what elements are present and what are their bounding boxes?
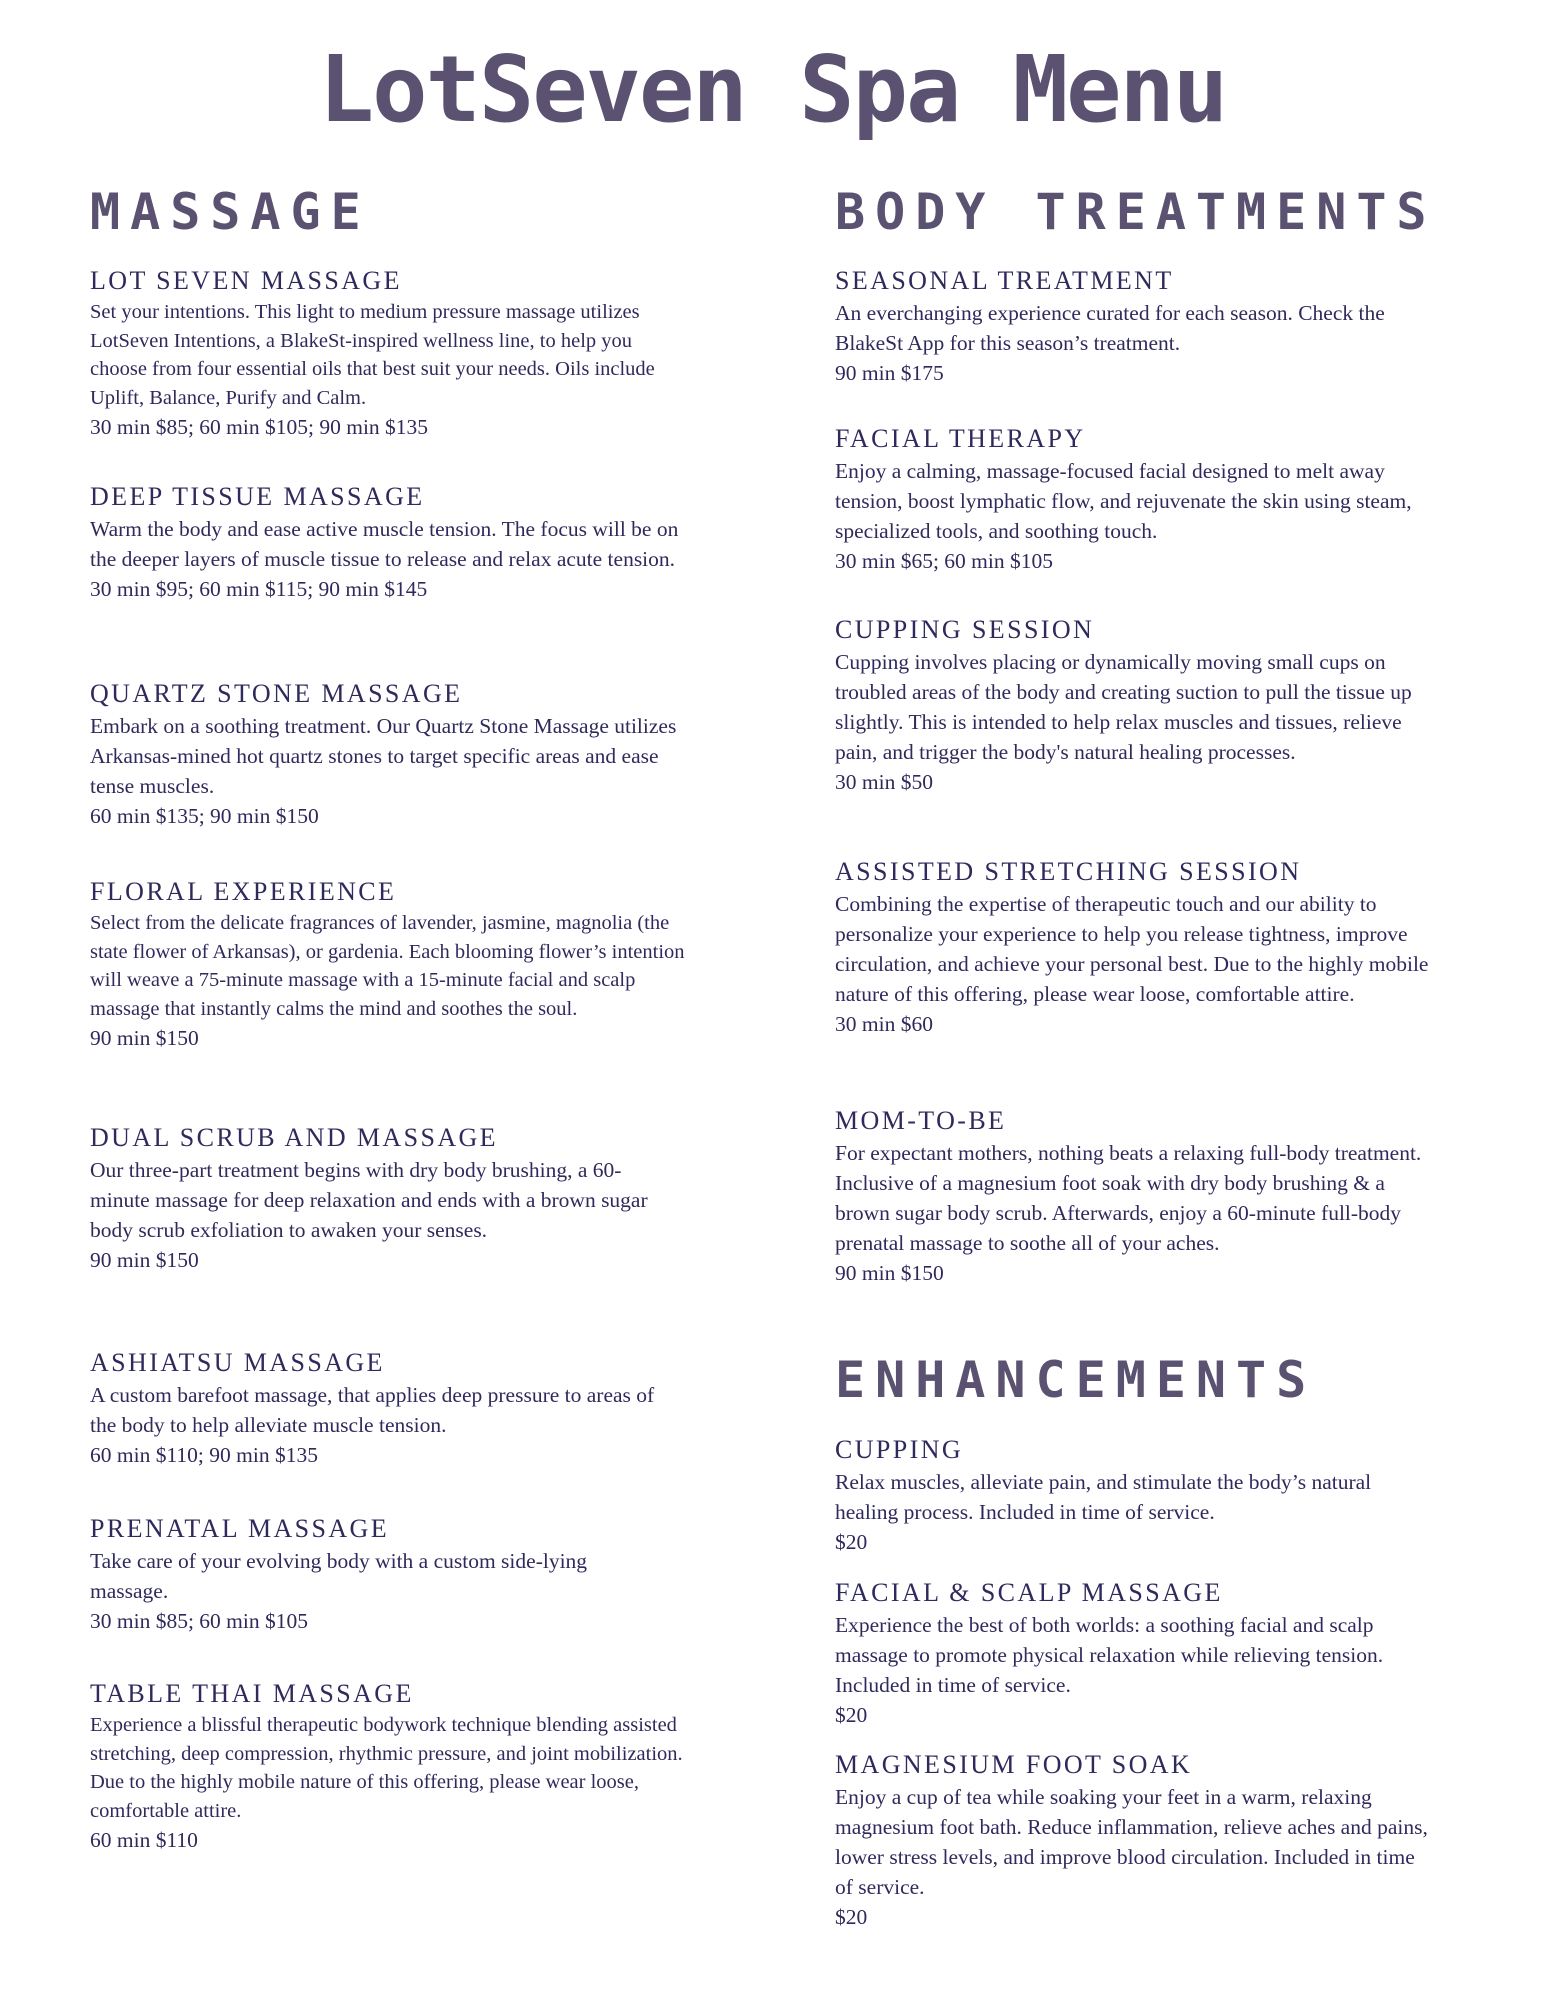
item-title: CUPPING — [835, 1435, 964, 1464]
item-title: ASSISTED STRETCHING SESSION — [835, 857, 1302, 886]
item-title: FACIAL & SCALP MASSAGE — [835, 1578, 1223, 1607]
menu-item-prenatal-massage — [90, 1514, 650, 1636]
menu-item-quartz-stone-massage — [90, 679, 680, 831]
item-description: Cupping involves placing or dynamically moving small cups on troubled areas of the body and creating suction to pull the tissue up slightly. This is intended to help relax muscles and tissues, relieve pain, and trigger the body's natural healing processes. — [835, 650, 1412, 764]
item-description: Combining the expertise of therapeutic touch and our ability to personalize your experience to help you release tightness, improve circulation, and achieve your personal best. Due to the highly mobile nature of this offering, please wear loose, comfortable attire. — [835, 892, 1429, 1006]
item-title: ASHIATSU MASSAGE — [90, 1348, 385, 1377]
item-price: $20 — [835, 1530, 868, 1554]
item-description: Enjoy a calming, massage-focused facial designed to melt away tension, boost lymphatic flow, and rejuvenate the skin using steam, specialized tools, and soothing touch. — [835, 459, 1412, 543]
menu-item-deep-tissue-massage — [90, 482, 690, 604]
menu-item-seasonal-treatment — [835, 266, 1435, 388]
page-title: LotSeven Spa Menu — [318, 36, 1227, 143]
item-price: 30 min $95; 60 min $115; 90 min $145 — [90, 577, 428, 601]
item-description: Enjoy a cup of tea while soaking your feet in a warm, relaxing magnesium foot bath. Reduce inflammation, relieve aches and pains, lower stress levels, and improve blood circulation. Included in time of service. — [835, 1785, 1428, 1899]
menu-item-table-thai-massage — [90, 1679, 690, 1855]
item-title: PRENATAL MASSAGE — [90, 1514, 389, 1543]
item-title: MOM-TO-BE — [835, 1106, 1007, 1135]
item-description: Our three-part treatment begins with dry body brushing, a 60-minute massage for deep relaxation and ends with a brown sugar body scrub exfoliation to awaken your senses. — [90, 1158, 648, 1242]
item-description: Select from the delicate fragrances of lavender, jasmine, magnolia (the state flower of Arkansas), or gardenia. Each blooming flower’s intention will weave a 75-minute massage with a 15-minute facial and scalp massage that instantly calms the mind and soothes the soul. — [90, 912, 685, 1020]
item-title: DUAL SCRUB AND MASSAGE — [90, 1123, 498, 1152]
item-description: Experience the best of both worlds: a soothing facial and scalp massage to promote physical relaxation while relieving tension. Included in time of service. — [835, 1613, 1384, 1697]
menu-item-mom-to-be — [835, 1106, 1435, 1288]
item-price: 90 min $150 — [835, 1261, 944, 1285]
item-price: 30 min $85; 60 min $105 — [90, 1609, 308, 1633]
item-description: For expectant mothers, nothing beats a relaxing full-body treatment. Inclusive of a magnesium foot soak with dry body brushing & a brown sugar body scrub. Afterwards, enjoy a 60-minute full-body prenatal massage to soothe all of your aches. — [835, 1141, 1422, 1255]
menu-item-assisted-stretching-session — [835, 857, 1435, 1039]
item-description: Set your intentions. This light to medium pressure massage utilizes LotSeven Intentions, a BlakeSt-inspired wellness line, to help you choose from four essential oils that best suit your needs. Oils include Uplift, Balance, Purify and Calm. — [90, 301, 655, 409]
menu-item-facial-and-scalp-massage — [835, 1578, 1435, 1730]
item-title: TABLE THAI MASSAGE — [90, 1679, 414, 1708]
item-price: 60 min $110 — [90, 1828, 198, 1852]
item-title: LOT SEVEN MASSAGE — [90, 266, 402, 295]
item-price: 30 min $85; 60 min $105; 90 min $135 — [90, 415, 429, 439]
item-price: 90 min $150 — [90, 1248, 199, 1272]
item-price: 60 min $110; 90 min $135 — [90, 1443, 318, 1467]
item-description: Relax muscles, alleviate pain, and stimulate the body’s natural healing process. Included in time of service. — [835, 1470, 1372, 1524]
menu-item-facial-therapy — [835, 424, 1435, 576]
item-price: 90 min $175 — [835, 361, 944, 385]
menu-item-dual-scrub-and-massage — [90, 1123, 680, 1275]
menu-item-ashiatsu-massage — [90, 1348, 680, 1470]
item-price: 60 min $135; 90 min $150 — [90, 804, 319, 828]
massage-heading: MASSAGE — [90, 183, 371, 241]
item-title: DEEP TISSUE MASSAGE — [90, 482, 425, 511]
item-price: 90 min $150 — [90, 1026, 199, 1050]
item-description: Warm the body and ease active muscle tension. The focus will be on the deeper layers of muscle tissue to release and relax acute tension. — [90, 517, 679, 571]
menu-item-lot-seven-massage — [90, 266, 690, 442]
item-description: Experience a blissful therapeutic bodywork technique blending assisted stretching, deep compression, rhythmic pressure, and joint mobilization. Due to the highly mobile nature of this offering, please wear loose, comfortable attire. — [90, 1714, 683, 1822]
menu-item-cupping — [835, 1435, 1435, 1557]
item-price: 30 min $60 — [835, 1012, 933, 1036]
item-title: FLORAL EXPERIENCE — [90, 877, 397, 906]
item-price: $20 — [835, 1703, 868, 1727]
item-description: A custom barefoot massage, that applies deep pressure to areas of the body to help alleviate muscle tension. — [90, 1383, 655, 1437]
item-title: CUPPING SESSION — [835, 615, 1095, 644]
item-price: 30 min $50 — [835, 770, 933, 794]
item-title: FACIAL THERAPY — [835, 424, 1086, 453]
enhancements-heading: ENHANCEMENTS — [835, 1351, 1317, 1409]
menu-item-floral-experience — [90, 877, 690, 1053]
item-title: SEASONAL TREATMENT — [835, 266, 1174, 295]
menu-item-magnesium-foot-soak — [835, 1750, 1435, 1932]
item-title: MAGNESIUM FOOT SOAK — [835, 1750, 1193, 1779]
item-description: Embark on a soothing treatment. Our Quartz Stone Massage utilizes Arkansas-mined hot quartz stones to target specific areas and ease tense muscles. — [90, 714, 677, 798]
item-price: $20 — [835, 1905, 868, 1929]
item-title: QUARTZ STONE MASSAGE — [90, 679, 463, 708]
item-price: 30 min $65; 60 min $105 — [835, 549, 1053, 573]
item-description: Take care of your evolving body with a custom side-lying massage. — [90, 1549, 588, 1603]
item-description: An everchanging experience curated for each season. Check the BlakeSt App for this season’s treatment. — [835, 301, 1385, 355]
menu-item-cupping-session — [835, 615, 1435, 797]
body-treatments-heading: BODY TREATMENTS — [835, 183, 1437, 241]
